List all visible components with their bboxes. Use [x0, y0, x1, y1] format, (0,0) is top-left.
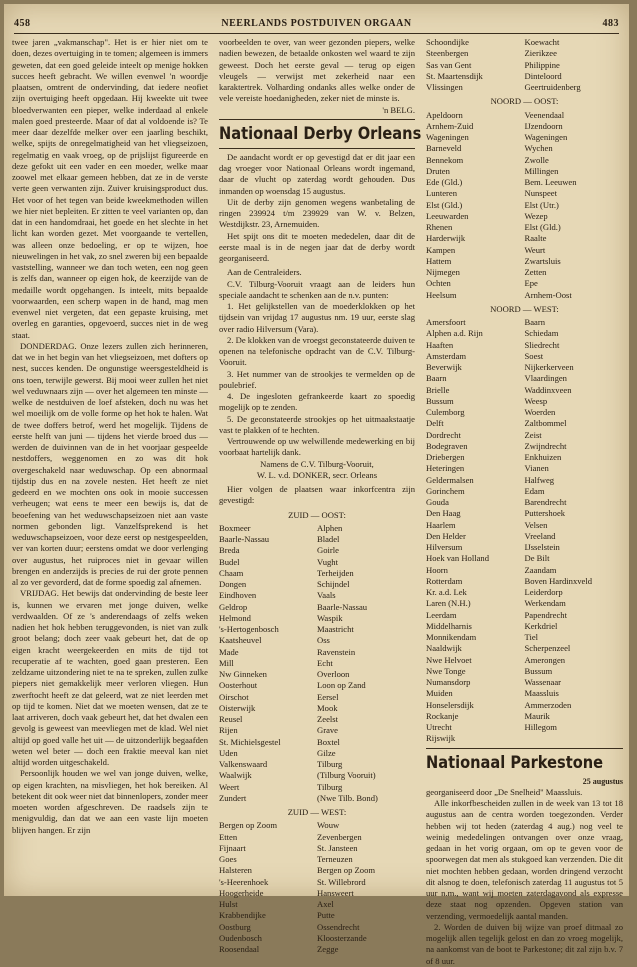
place-name: Dinteloord — [524, 70, 562, 81]
place-name: Geertruidenberg — [524, 82, 581, 92]
place-name: Budel — [219, 556, 240, 567]
place-name: Schiedam — [524, 328, 559, 339]
place-name: Apeldoorn — [426, 109, 463, 120]
divider — [426, 748, 623, 749]
place-name: Wychen — [524, 143, 553, 154]
signature-line: W. L. v.d. DONKER, secr. Orleans — [256, 469, 378, 480]
place-name: Zaltbommel — [524, 418, 567, 429]
place-name: 's-Heerenhoek — [219, 876, 269, 887]
column-middle — [219, 37, 422, 955]
place-name: Vlaardingen — [524, 373, 567, 384]
place-name: Gouda — [426, 497, 449, 507]
place-name: Ossendrecht — [317, 921, 360, 932]
paragraph: Uit de derby zijn genomen wegens wanbetaling de ringen 239924 t/m 239929 van W. v. Belzen, Westdijkstr. 23, Arnemuiden. — [219, 196, 415, 230]
place-name: Schoondijke — [426, 37, 469, 47]
place-name: Halfweg — [524, 474, 555, 485]
place-name: Barendrecht — [524, 497, 567, 507]
place-name: Oss — [317, 635, 330, 646]
place-name: Nijmegen — [426, 267, 460, 277]
place-name: Puttershoek — [524, 508, 566, 519]
place-name: IJzendoorn — [524, 120, 563, 131]
place-name: Bem. Leeuwen — [524, 177, 577, 187]
place-name: Bodegraven — [426, 440, 468, 451]
place-name: Maurik — [524, 710, 550, 721]
place-name: Velsen — [524, 519, 548, 530]
place-name: Philippine — [524, 59, 560, 70]
place-name: Baarle-Nassau — [219, 534, 270, 544]
place-name: Hoogerheide — [219, 887, 264, 898]
place-name: Helmond — [219, 612, 251, 623]
place-name: Enkhuizen — [524, 452, 562, 462]
place-name: Waspik — [317, 612, 343, 623]
page-header — [14, 16, 619, 30]
place-name: Steenbergen — [426, 48, 469, 59]
paragraph: Aan de Centraleiders. — [227, 267, 302, 278]
paragraph: georganiseerd door „De Snelheid" Maassluis. — [426, 786, 583, 797]
place-name: Druten — [426, 165, 450, 176]
place-name: Made — [219, 646, 239, 657]
place-name: Waddinxveen — [524, 384, 572, 395]
place-name: Bergen op Zoom — [219, 820, 278, 831]
place-name: Vught — [317, 556, 338, 567]
place-name: Werkendam — [524, 598, 566, 609]
place-name: Grave — [317, 725, 338, 736]
place-name: IJsselstein — [524, 542, 560, 552]
place-name: Boven Hardinxveld — [524, 575, 593, 586]
place-name: Zwijndrecht — [524, 440, 567, 451]
place-name: Axel — [317, 899, 334, 909]
place-name: Nwe Helvoet — [426, 654, 472, 665]
publication-title: NEERLANDS POSTDUIVEN ORGAAN — [221, 17, 412, 29]
place-name: Tilburg — [317, 781, 343, 792]
place-name: Elst (Utr.) — [524, 199, 559, 210]
place-name: Dongen — [219, 579, 247, 589]
place-name: Breda — [219, 545, 240, 556]
place-name: Zierikzee — [524, 48, 557, 59]
place-name: Terneuzen — [317, 854, 353, 864]
header-rule — [14, 33, 619, 34]
place-name: De Bilt — [524, 553, 550, 564]
place-name: Beverwijk — [426, 362, 462, 372]
place-name: Loon op Zand — [317, 680, 366, 691]
place-name: Den Haag — [426, 508, 461, 519]
place-name: Hilversum — [426, 542, 463, 552]
place-name: Weesp — [524, 395, 548, 406]
newspaper-page — [4, 4, 629, 966]
place-name: (Nwe Tilb. Bond) — [317, 792, 378, 803]
place-name: Zeelst — [317, 714, 338, 724]
place-name: Millingen — [524, 165, 559, 176]
place-name: Nijkerkerveen — [524, 362, 574, 372]
place-name: Weert — [219, 781, 240, 792]
column-left — [12, 37, 208, 836]
place-name: Gorinchem — [426, 485, 465, 496]
place-name: Baarle-Nassau — [317, 601, 368, 612]
place-name: Amerongen — [524, 654, 566, 665]
place-name: Elst (Gld.) — [524, 222, 561, 232]
place-name: Hoorn — [426, 564, 448, 575]
place-name: Hoek van Holland — [426, 553, 490, 564]
place-name: Brielle — [426, 384, 450, 395]
place-name: Harderwijk — [426, 233, 466, 244]
place-name: Arnhem-Oost — [524, 289, 572, 300]
place-name: Amsterdam — [426, 350, 467, 361]
place-name: Laren (N.H.) — [426, 598, 471, 609]
place-name: Goes — [219, 854, 237, 864]
place-name: Raalte — [524, 233, 547, 244]
place-name: Alphen — [317, 522, 343, 533]
paragraph: Hier volgen de plaatsen waar inkorfcentra zijn gevestigd: — [219, 484, 415, 506]
place-name: Hansweert — [317, 887, 354, 898]
place-list — [426, 37, 623, 93]
place-name: Vlissingen — [426, 82, 463, 92]
place-name: Wezep — [524, 210, 548, 221]
place-name: Ammerzoden — [524, 699, 572, 710]
place-name: Rockanje — [426, 710, 459, 721]
place-name: Ochten — [426, 278, 451, 289]
signature-line: Namens de C.V. Tilburg-Vooruit, — [260, 458, 374, 469]
place-name: 's-Hertogenbosch — [219, 624, 279, 634]
place-name: St. Willebrord — [317, 876, 366, 887]
place-name: Oostburg — [219, 921, 251, 932]
place-name: Koewacht — [524, 37, 560, 47]
place-name: Amersfoort — [426, 317, 466, 327]
place-name: Epe — [524, 278, 538, 289]
place-name: Wassenaar — [524, 677, 562, 687]
place-name: Gilze — [317, 747, 336, 758]
list-point: 3. Het nummer van de strookjes te vermelden op de poulebrief. — [219, 368, 415, 390]
place-name: Kr. a.d. Lek — [426, 587, 467, 597]
paragraph: DONDERDAG. Onze lezers zullen zich herinneren, dat we in het begin van het vliegseizoen, met dofters op nest, succes kenden. De ongunstige weersgesteldheid is ons toen, terwijle gewerst. Bij mooi weer zullen het niet wel veduwnaars zijn — over het algemeen ten minste — welke de nestduiven de loef afsteken, doch nu was het wel moeilijk om de volle forme op het hok te halen. Wat de twee doffers betrof, werd het mogelijk. Tijdens de eerste helft van juni — tijdens het vierde broed dus — werden de duivinnen van de in het voorjaar gespeelde nestdoffers, weggenomen en zo was dit hok overgeschakeld naar weduwschap. Op een abnormaal tijdstip dus en na zovele nesten. Het heeft ze niet gedeerd en we mochten ons ook in mooie successen verheugen; wat eens te meer een bewijs is, dat de beoefening van het weduwschapseizoen niet aan vaste normen gebonden ligt. Vanzelfsprekend is het weduwschapseizoen, voor deze eerst op nestgespeelden, ver van korten duur; eerstens omdat we door verlenging over augustus, het ruiproces niet in gevaar willen brengen en anderzijds is precies de rui der grote pennen al zo ver gevorderd, dat de forme spoedig zal afnemen. — [12, 340, 208, 587]
place-name: Zwartsluis — [524, 255, 561, 266]
place-name: St. Jansteen — [317, 842, 358, 853]
place-name: Edam — [524, 485, 545, 496]
place-name: Vreeland — [524, 530, 556, 541]
place-name: Scherpenzeel — [524, 643, 571, 654]
place-name: Halsteren — [219, 865, 252, 876]
place-name: Schijndel — [317, 579, 350, 589]
place-name: Dordrecht — [426, 429, 461, 440]
paragraph: Persoonlijk houden we wel van jonge duiven, welke, op eigen krachten, na misvliegen, het hok bereiken. Al betekent dit ook weer niet dat binnenlopers, zonder meer moeten worden afgeschreven. De raadsels zijn te menigvuldig, dan dat we aan een vaste lijn moeten blijven hangen. Er zijn — [12, 768, 208, 835]
place-name: Boxmeer — [219, 522, 251, 533]
place-name: Putte — [317, 910, 335, 921]
page-number-right: 483 — [602, 17, 619, 29]
place-name: Waalwijk — [219, 770, 252, 781]
place-name: Nunspeet — [524, 188, 557, 199]
place-name: Alphen a.d. Rijn — [426, 328, 483, 339]
place-name: Krabbendijke — [219, 910, 266, 921]
place-name: St. Michielsgestel — [219, 736, 281, 747]
paragraph: De aandacht wordt er op gevestigd dat er dit jaar een dag vroeger voor Nationaal Orleans wordt ingemand, daar de vlucht op zaterdag wordt gehouden. Dus inmanden op woensdag 15 augustus. — [219, 151, 415, 196]
place-name: Rotterdam — [426, 575, 463, 586]
paragraph: Het spijt ons dit te moeten mededelen, daar dit de eerste maal is in de negen jaar dat de derby wordt georganiseerd. — [219, 230, 415, 263]
place-name: Baarn — [426, 373, 447, 384]
section-label: ZUID — WEST: — [287, 807, 347, 817]
place-name: Arnhem-Zuid — [426, 120, 474, 131]
place-name: Tiel — [524, 632, 539, 642]
place-name: Maassluis — [524, 688, 559, 699]
place-name: Middelharnis — [426, 620, 472, 631]
list-point: 2. De klokken van de vroegst geconstateerde duiven te openen na telefonische opdracht van de C.V. Tilburg-Vooruit. — [219, 334, 415, 368]
place-list — [219, 523, 415, 804]
paragraph: Alle inkorfbescheiden zullen in de week van 13 tot 18 augustus aan de centra worden toegezonden. Verder hebben wij tot heden (zaterdag 4 aug.) nog veel te weinig mededelingen ontvangen over onze vraag, gedaan in het vorig orgaan, om op te geven voor de spoorwegen dat men als stukgoed kan verzenden. Die dit niet mochten hebben gedaan, worden dringend verzocht dit alsnog te doen, telefonisch zaterdag 11 augustus tot 5 uur n.m., want wij moeten zaterdagavond als expresse deze staat nog opzenden. Opgeven station van verzending, vermoedelijk aantal manden. — [426, 798, 623, 921]
article-title-derby: Nationaal Derby Orleans — [219, 123, 422, 144]
place-name: Nw Ginneken — [219, 669, 267, 679]
divider — [219, 119, 415, 120]
column-right — [426, 37, 623, 967]
place-name: Heteringen — [426, 463, 465, 474]
place-name: Ravenstein — [317, 646, 356, 657]
section-label: NOORD — OOST: — [490, 96, 559, 107]
place-name: Rijen — [219, 725, 238, 736]
paragraph: twee jaren „vakmanschap". Het is er hier niet om te doen, dezes overtuiging in te tomen; algemeen is immers geweten, dat een goed geleide inteelt op menige hokken succes heeft gebracht. We willen evenwel 'n woordje plaatsen, omtrent de ondervinding, dat iedere neofiet zijn overtuiging heeft opgedaan. Hij kweekte uit twee bloedverwanten een pieper, welke inderdaad al enkele malen goed presteerde. Maar of dat al voldoende is? Te meer daar dezelfde melker over een jaarling beschikt, welke, spijts de onregelmatigheid van het vliegseizoen, regelmatig en vaak vroeg, op de prijslijst figureerde en deze gefokt uit een vader en een moeder, welke maar zoowel met elkaar gemeen hebben, dat ze in de verste verte geen verwanten zijn. Zuiver kruisingsproduct dus. Het voor of het tegen van beide kweekmethoden willen we hier niet bepleiten. Er zitten te veel varianten op, dan dat in een handomdraai, het goede en het slechte in het licht kan worden gezet. Met voorgaande te vertellen, was alleen onze bedoeling, er op te wijzen, hoe nieuwelingen in het vak, zo snel zweren bij een bepaalde vaststelling, wanneer we dan toch weten, een nog geen is zelfs dan, wanneer op eigen hok, de keerzijde van de medaille wordt opgehangen. Is inteelt, mits bepaalde voorwaarden, een scherp wapen in de hand, mag men evenwel niet vergeten, dat een gepaste kruising, met overleg en garanties, opgevoerd, succes niet in de weg staat. — [12, 37, 208, 340]
place-name: Vianen — [524, 463, 549, 474]
divider — [219, 148, 415, 149]
place-name: Kaatsheuvel — [219, 635, 262, 646]
place-name: Wageningen — [426, 132, 469, 142]
place-name: Mill — [219, 657, 234, 668]
place-name: Haarlem — [426, 519, 456, 530]
place-name: Lunteren — [426, 188, 458, 199]
place-name: Sas van Gent — [426, 59, 472, 70]
page-number-left: 458 — [14, 17, 31, 29]
place-list — [426, 110, 623, 301]
place-name: Muiden — [426, 688, 453, 699]
place-name: Oirschot — [219, 691, 249, 702]
place-name: Zegge — [317, 944, 339, 954]
place-name: Chaam — [219, 567, 244, 578]
place-name: Hillegom — [524, 722, 557, 732]
place-name: Bennekom — [426, 154, 464, 165]
place-name: (Tilburg Vooruit) — [317, 770, 376, 781]
place-name: Ede (Gld.) — [426, 177, 463, 187]
place-name: Culemborg — [426, 407, 465, 417]
place-name: Boxtel — [317, 736, 340, 747]
place-name: Bladel — [317, 534, 340, 544]
place-name: Rhenen — [426, 222, 453, 232]
place-name: Kloosterzande — [317, 932, 367, 943]
place-name: Terheijden — [317, 567, 354, 578]
paragraph: Vertrouwende op uw welwillende medewerking en bij voorbaat hartelijk dank. — [219, 436, 415, 458]
place-name: Reusel — [219, 714, 243, 724]
place-name: Bussum — [426, 395, 454, 406]
place-name: Honselersdijk — [426, 699, 474, 710]
place-name: Woerden — [524, 407, 556, 417]
place-name: Zundert — [219, 792, 247, 803]
place-name: St. Maartensdijk — [426, 70, 483, 81]
place-name: Fijnaart — [219, 842, 246, 853]
paragraph: VRIJDAG. Het bewijs dat ondervinding de beste leer is, kunnen we ervaren met jonge duiven, welke verdwaalden. Of ze 's anderendaags of zelfs weken nadien het hok hebben teruggevonden, is niet van zulk groot belang; doch zeer vaak gebeurt het, dat de op eigen kracht weergekeerden en mits de tijd tot recuperatie af te wachten, goed gaan presteren. Een zeldzame uitzondering niet te na te spreken, zullen zulke piepers niet gemakkelijk meer verloren vliegen. Hun zwerftocht heeft ze dat geleerd, wat ze niet leerden met op tijd te komen. Niet dat we moeten wensen, dat ze te laat arriveren, doch vaak gebeurt het, dat het dwalen een gevolg is geweest van meevliegen met de klad. Wel niet altijd op goed valle het uit — de uitzonderlijk begaafden weten wel beter — doch een fraktie meeval kan niet altijd worden uitgeschakeld. — [12, 588, 208, 767]
place-name: Kampen — [426, 244, 456, 255]
place-name: Leerdam — [426, 609, 457, 620]
place-name: Bergen op Zoom — [317, 865, 376, 876]
article-date: 25 augustus — [582, 776, 623, 786]
place-name: Roosendaal — [219, 944, 260, 954]
place-name: Hulst — [219, 899, 238, 909]
place-name: Etten — [219, 831, 238, 842]
place-name: Oudenbosch — [219, 932, 262, 943]
place-name: Haaften — [426, 339, 454, 350]
place-name: Wouw — [317, 820, 340, 831]
place-list — [219, 820, 415, 955]
section-label: NOORD — WEST: — [490, 303, 559, 314]
place-name: Leiderdorp — [524, 587, 563, 597]
place-name: Oosterhout — [219, 680, 258, 691]
place-name: Goirle — [317, 545, 339, 556]
place-name: Zevenbergen — [317, 831, 362, 842]
place-name: Papendrecht — [524, 609, 567, 620]
article-title-parkestone: Nationaal Parkestone — [426, 752, 604, 773]
place-name: Driebergen — [426, 452, 465, 462]
place-name: Barneveld — [426, 143, 462, 154]
place-name: Geldrop — [219, 601, 248, 612]
place-name: Zeist — [524, 429, 542, 440]
author-signature: 'n BELG. — [382, 104, 415, 115]
place-name: Tilburg — [317, 759, 343, 769]
place-name: Zetten — [524, 267, 547, 277]
place-name: Numansdorp — [426, 677, 471, 687]
place-name: Wageningen — [524, 132, 568, 142]
place-name: Vaals — [317, 590, 336, 601]
paragraph: 2. Worden de duiven bij wijze van proef ditmaal zo mogelijk allen tegelijk gelost en dan zo vroeg mogelijk, na aankomst van de boot te Parkestone; dit zal zijn b.v. 7 of 8 uur. — [426, 921, 623, 966]
place-name: Eindhoven — [219, 590, 257, 601]
place-name: Baarn — [524, 317, 546, 327]
place-name: Veenendaal — [524, 109, 565, 120]
place-name: Bussum — [524, 665, 553, 676]
place-name: Mook — [317, 702, 338, 713]
place-name: Elst (Gld.) — [426, 199, 463, 210]
place-name: Echt — [317, 657, 333, 668]
paragraph: voorbeelden te over, van weer gezonden piepers, welke nadien bewezen, de betaalde onkosten wel waard te zijn geweest. Doch het eerste geval — terug op eigen vleugels — verwijst met zekerheid naar een karaktertrek. Volharding ondanks alles welke onder de vele vereiste hoedanigheden, zeker niet de minste is. — [219, 37, 415, 104]
place-name: Overloon — [317, 669, 350, 679]
place-name: Maastricht — [317, 624, 354, 634]
place-name: Rijswijk — [426, 733, 456, 744]
list-point: 1. Het gelijkstellen van de moederklokken op het tijdsein van vrijdag 17 augustus nm. 19 uur, eerste slag over radio Hilversum (Vara). — [219, 301, 415, 334]
place-name: Den Helder — [426, 530, 466, 541]
place-name: Soest — [524, 350, 544, 361]
place-name: Hattem — [426, 255, 452, 266]
place-name: Weurt — [524, 244, 546, 255]
list-point: 5. De geconstateerde strookjes op het uitmaakstaatje vast te plakken of te hechten. — [219, 413, 415, 435]
list-point: 4. De ingesloten gefrankeerde kaart zo spoedig mogelijk op te zenden. — [219, 391, 415, 413]
place-name: Sliedrecht — [524, 339, 560, 350]
paragraph: C.V. Tilburg-Vooruit vraagt aan de leiders hun speciale aandacht te schenken aan de n.v. punten: — [219, 278, 415, 300]
place-name: Nwe Tonge — [426, 665, 466, 676]
place-name: Monnikendam — [426, 632, 477, 642]
place-name: Geldermalsen — [426, 474, 474, 485]
place-name: Naaldwijk — [426, 643, 462, 654]
place-name: Eersel — [317, 691, 339, 702]
place-name — [525, 733, 624, 744]
place-name: Valkenswaard — [219, 759, 268, 769]
place-name: Kerkdriel — [524, 620, 558, 631]
place-name: Zaandam — [524, 564, 557, 575]
section-label: ZUID — OOST: — [288, 509, 346, 520]
place-name: Zwolle — [524, 154, 549, 165]
place-name: Utrecht — [426, 722, 452, 732]
place-list — [426, 317, 623, 745]
place-name: Delft — [426, 418, 444, 429]
place-name: Heelsum — [426, 289, 457, 300]
place-name: Oisterwijk — [219, 702, 256, 713]
place-name: Uden — [219, 747, 238, 758]
place-name: Leeuwarden — [426, 210, 469, 221]
